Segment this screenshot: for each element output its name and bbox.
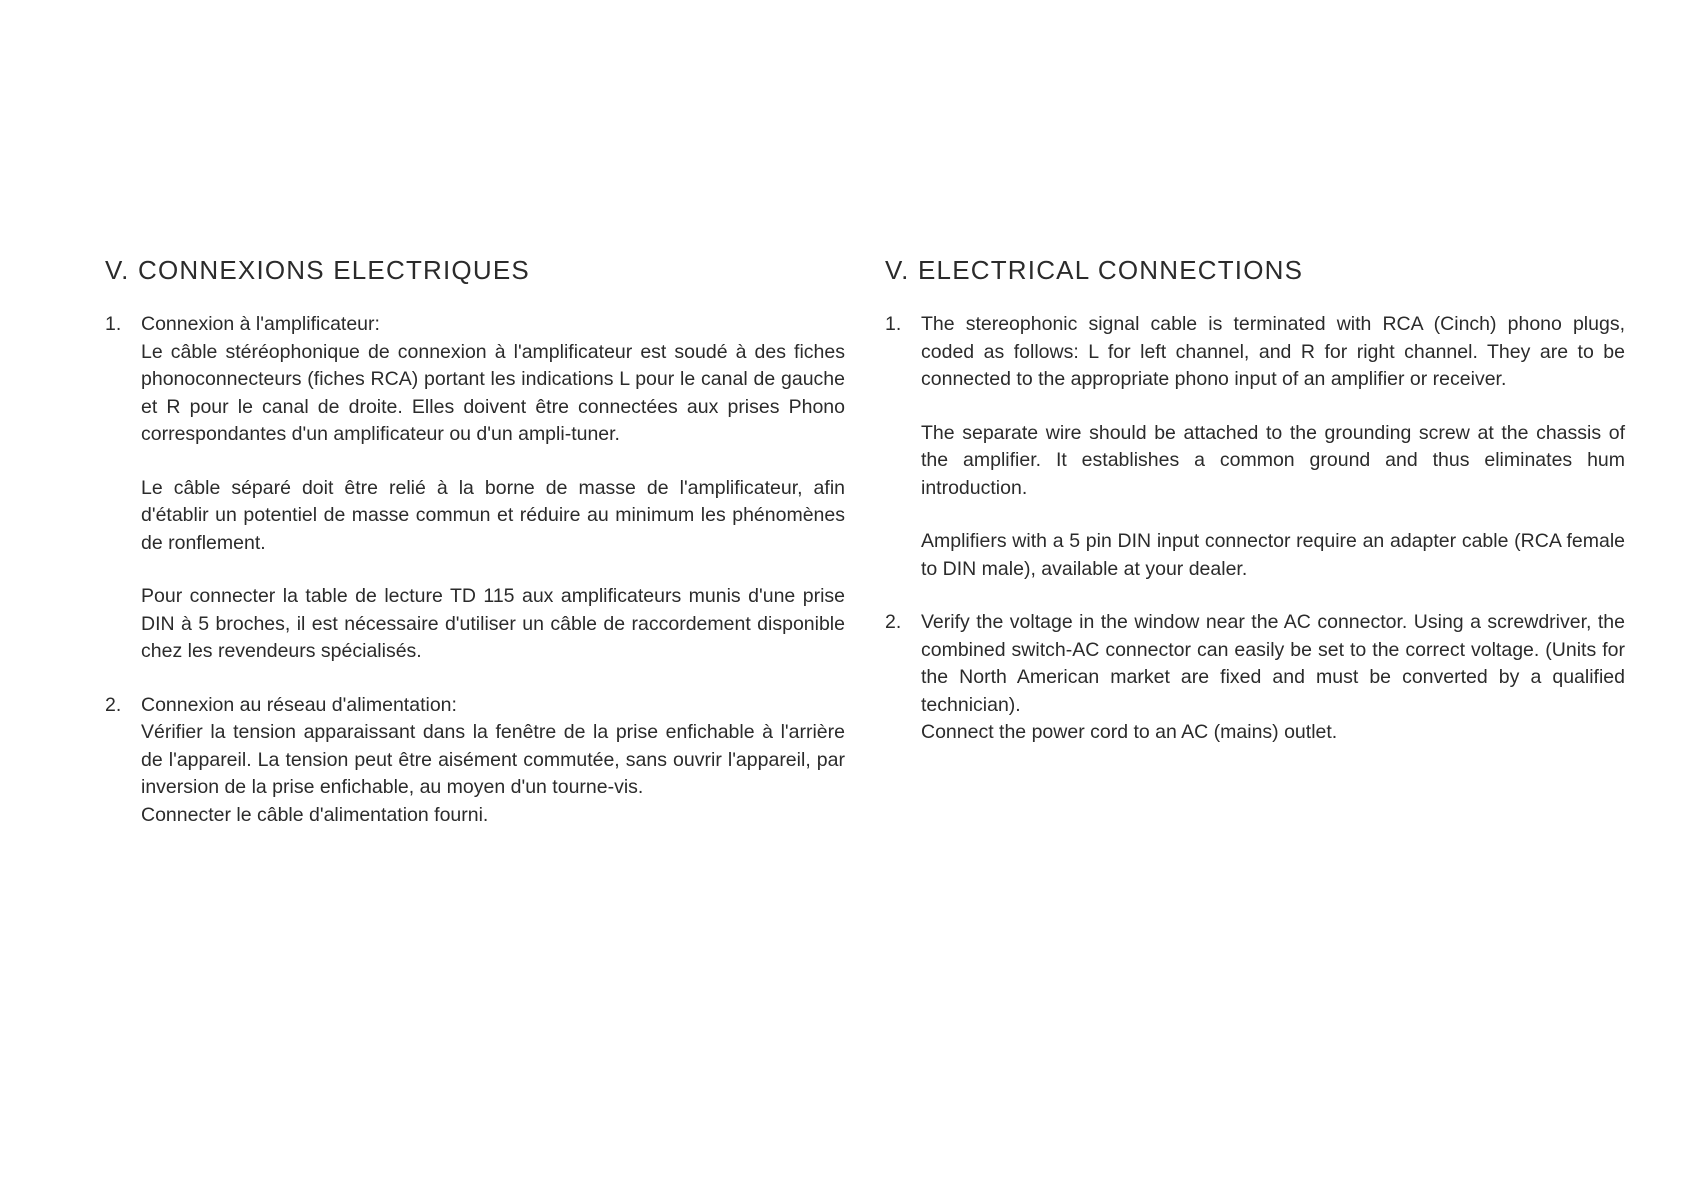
french-item-1-title: Connexion à l'amplificateur:	[141, 313, 380, 335]
french-item-2-number: 2.	[105, 693, 122, 716]
french-item-2	[105, 692, 845, 830]
french-item-2-paragraph-1: Vérifier la tension apparaissant dans la fenêtre de la prise enfichable à l'arrière de l'appareil. La tension peut être aisément commutée, sans ouvrir l'appareil, par inversion de la prise enfichable, au moyen d'un tourne-vis.	[141, 721, 845, 798]
english-item-1-number: 1.	[885, 313, 902, 335]
english-section	[885, 255, 1625, 769]
french-item-1-number: 1.	[105, 313, 122, 335]
french-heading: V. CONNEXIONS ELECTRIQUES	[105, 255, 530, 285]
english-item-2-paragraph-2: Connect the power cord to an AC (mains) outlet.	[921, 721, 1338, 743]
french-item-1-paragraph-2: Le câble séparé doit être relié à la borne de masse de l'amplificateur, afin d'établir un potentiel de masse commun et réduire au minimum les phénomènes de ronflement.	[141, 476, 845, 554]
french-item-2-title: Connexion au réseau d'alimentation:	[141, 693, 457, 716]
french-item-1-paragraph-3: Pour connecter la table de lecture TD 115 aux amplificateurs munis d'une prise DIN à 5 broches, il est nécessaire d'utiliser un câble de raccordement disponible chez les revendeurs spécialisés.	[141, 585, 845, 662]
french-section	[105, 255, 845, 851]
english-item-2-paragraph-1: Verify the voltage in the window near the AC connector. Using a screwdriver, the combined switch-AC connector can easily be set to the correct voltage. (Units for the North American market are fixed and must be converted by a qualified technician).	[921, 611, 1625, 716]
english-item-1-paragraph-2: The separate wire should be attached to the grounding screw at the chassis of the amplifier. It establishes a common ground and thus eliminates hum introduction.	[921, 421, 1625, 499]
french-item-1	[105, 311, 845, 666]
english-item-1	[885, 311, 1625, 583]
english-item-1-paragraph-3: Amplifiers with a 5 pin DIN input connector require an adapter cable (RCA female to DIN male), available at your dealer.	[921, 530, 1625, 580]
english-item-1-paragraph-1: The stereophonic signal cable is terminated with RCA (Cinch) phono plugs, coded as follows: L for left channel, and R for right channel. They are to be connected to the appropriate phono input of an amplifier or receiver.	[921, 313, 1625, 390]
english-heading: V. ELECTRICAL CONNECTIONS	[885, 255, 1304, 285]
french-item-2-paragraph-2: Connecter le câble d'alimentation fourni.	[141, 803, 489, 826]
french-item-1-paragraph-1: Le câble stéréophonique de connexion à l'amplificateur est soudé à des fiches phonoconnecteurs (fiches RCA) portant les indications L pour le canal de gauche et R pour le canal de droite. Elles doivent être connectées aux prises Phono correspondantes d'un amplificateur ou d'un ampli-tuner.	[141, 340, 845, 445]
english-item-2	[885, 609, 1625, 747]
english-item-2-number: 2.	[885, 611, 902, 633]
